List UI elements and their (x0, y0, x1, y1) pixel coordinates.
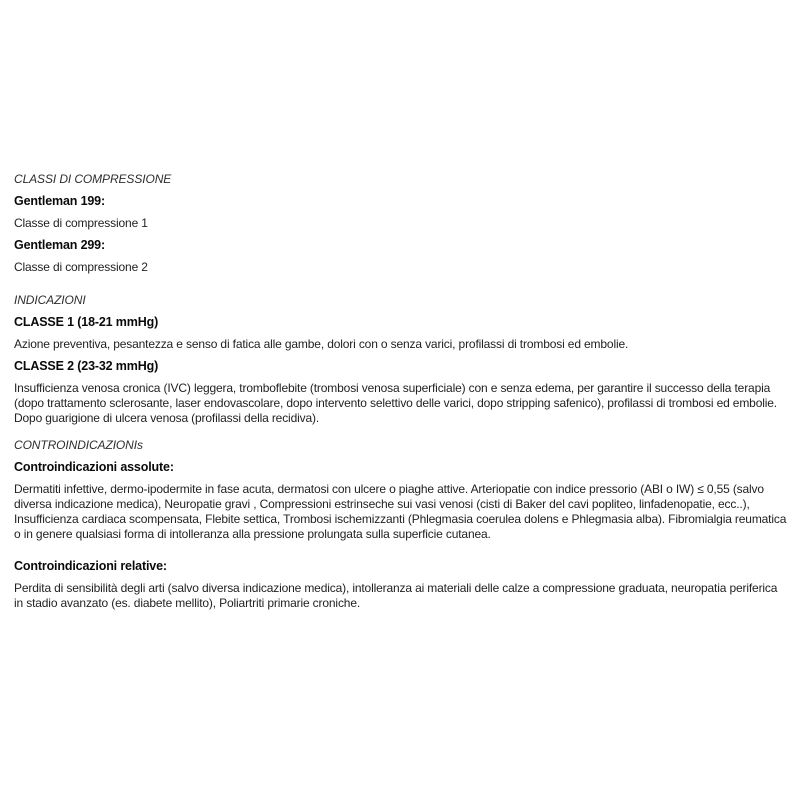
gentleman-199-compression-class: Classe di compressione 1 (14, 216, 148, 230)
classe-1-title: CLASSE 1 (18-21 mmHg) (14, 315, 159, 329)
gentleman-299-compression-class: Classe di compressione 2 (14, 260, 148, 274)
controindicazioni-assolute-title: Controindicazioni assolute: (14, 460, 174, 474)
product-title-gentleman-199: Gentleman 199: (14, 194, 105, 208)
product-title-gentleman-299: Gentleman 299: (14, 238, 105, 252)
classe-2-title: CLASSE 2 (23-32 mmHg) (14, 359, 159, 373)
section-heading-indicazioni: INDICAZIONI (14, 293, 86, 307)
section-heading-classi-di-compressione: CLASSI DI COMPRESSIONE (14, 172, 172, 186)
classe-2-description: Insufficienza venosa cronica (IVC) leggera, tromboflebite (trombosi venosa superficiale) con e senza edema, per garantire il successo della terapia (dopo trattamento sclerosante, laser endovascolare, dopo intervento selettivo delle varici, dopo stripping safenico), profilassi di trombosi ed embolie. Dopo guarigione di ulcera venosa (profilassi della recidiva). (14, 381, 777, 425)
controindicazioni-relative-title: Controindicazioni relative: (14, 559, 167, 573)
section-heading-controindicazioni: CONTROINDICAZIONIs (14, 438, 143, 452)
controindicazioni-relative-description: Perdita di sensibilità degli arti (salvo diversa indicazione medica), intolleranza ai materiali delle calze a compressione graduata, neuropatia periferica in stadio avanzato (es. diabete mellito), Poliartriti primarie croniche. (14, 581, 778, 610)
classe-1-description: Azione preventiva, pesantezza e senso di fatica alle gambe, dolori con o senza varici, profilassi di trombosi ed embolie. (14, 337, 629, 351)
controindicazioni-assolute-description: Dermatiti infettive, dermo-ipodermite in fase acuta, dermatosi con ulcere o piaghe attive. Arteriopatie con indice pressorio (ABI o IW) ≤ 0,55 (salvo diversa indicazione medica), Neuropatie gravi , Compressioni estrinseche sui vasi venosi (cisti di Baker del cavi popliteo, linfadenopatie, ecc..), Insufficienza cardiaca scompensata, Flebite settica, Trombosi ischemizzanti (Phlegmasia coerulea dolens e Phlegmasia alba). Fibromialgia reumatica o in genere qualsiasi forma di intolleranza alla pressione prolungata sulla superficie cutanea. (14, 482, 787, 541)
